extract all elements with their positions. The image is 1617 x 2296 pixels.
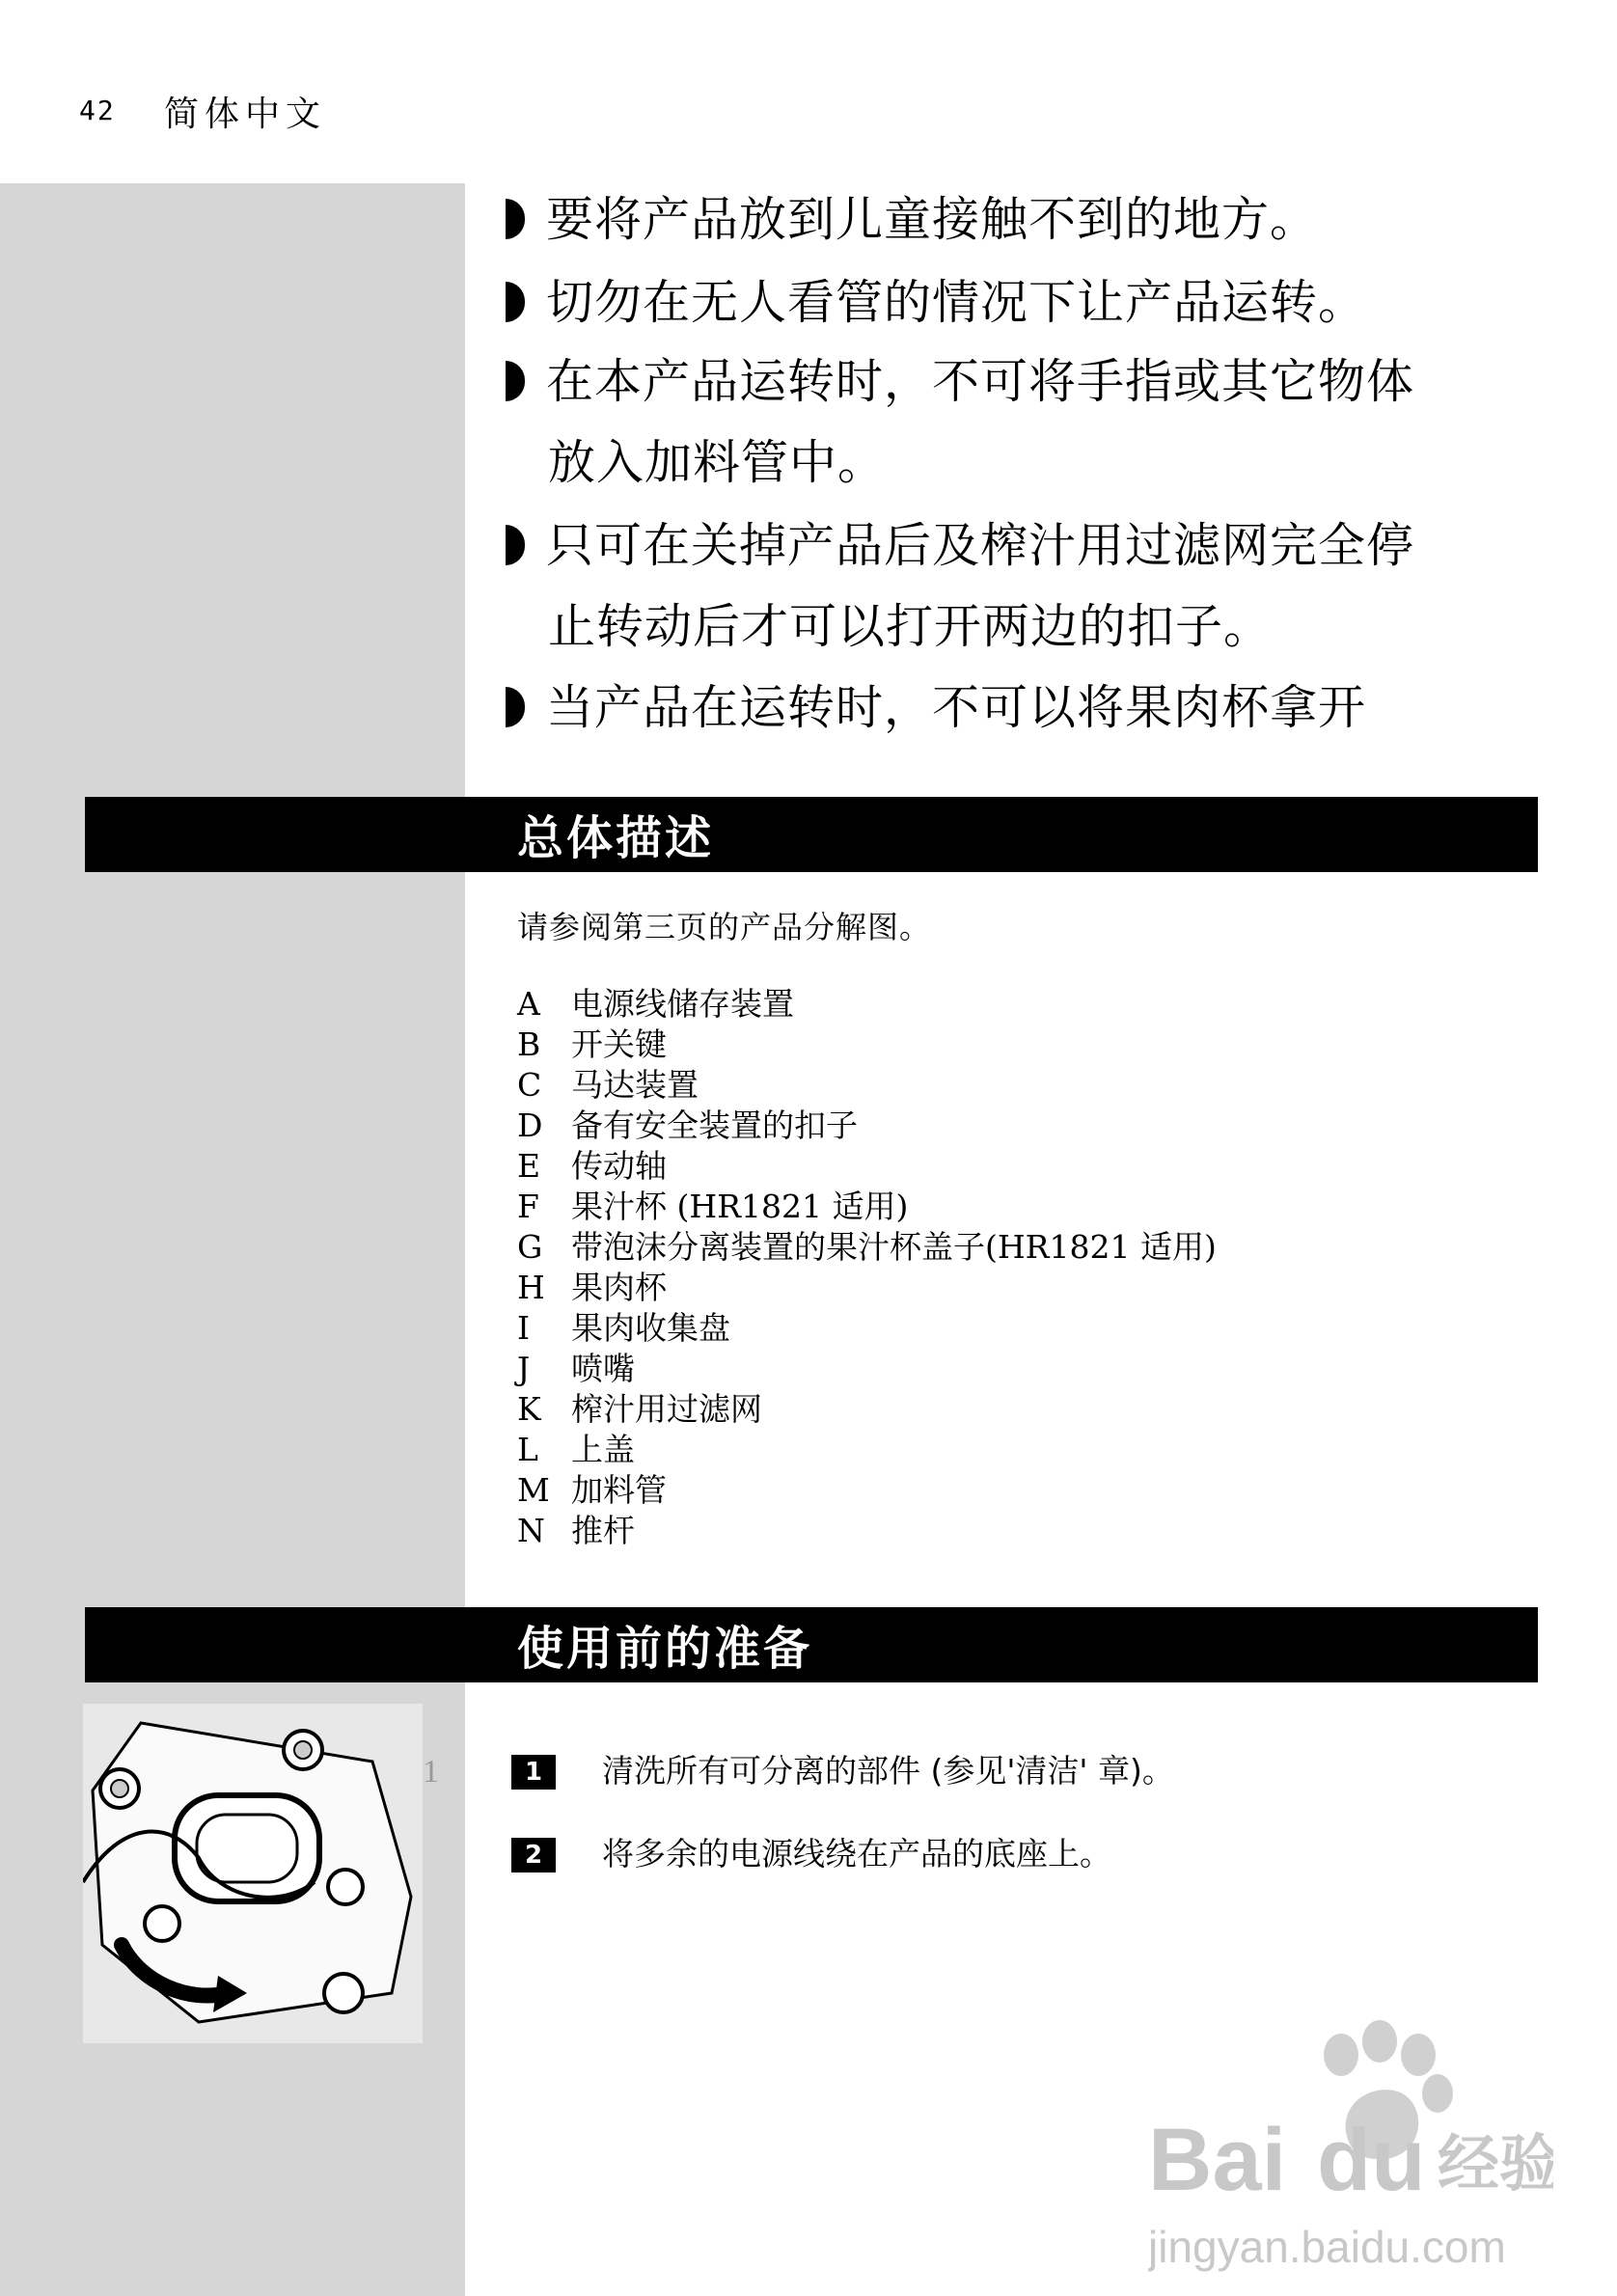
list-item: E 传动轴 [517, 1147, 667, 1185]
figure-number: 1 [423, 1754, 439, 1790]
appliance-base-illustration [83, 1704, 423, 2043]
section-heading-bar [85, 797, 1538, 870]
list-item: N 推杆 [517, 1512, 635, 1549]
svg-text:经验: 经验 [1438, 2129, 1553, 2199]
svg-text:jingyan.baidu.com: jingyan.baidu.com [1148, 2222, 1506, 2272]
list-item: C 马达装置 [517, 1066, 699, 1104]
language-header: 简体中文 [164, 95, 327, 134]
step-item: 1 清洗所有可分离的部件 (参见'清洁' 章)。 [511, 1746, 1174, 1791]
warning-item: 切勿在无人看管的情况下让产品运转。 [506, 262, 1366, 343]
half-circle-bullet-icon [506, 687, 525, 727]
half-circle-bullet-icon [506, 199, 525, 239]
list-item: I 果肉收集盘 [517, 1309, 730, 1347]
warning-item: 只可在关掉产品后及榨汁用过滤网完全停 止转动后才可以打开两边的扣子。 [506, 506, 1414, 668]
list-item: G 带泡沫分离装置的果汁杯盖子(HR1821 适用) [517, 1228, 1217, 1266]
list-item: J 喷嘴 [517, 1350, 635, 1387]
svg-text:du: du [1317, 2111, 1426, 2209]
step-number: 2 [511, 1838, 556, 1872]
divider [85, 1681, 1538, 1682]
cord-winding-icon [83, 1704, 423, 2043]
half-circle-bullet-icon [506, 525, 525, 565]
baidu-watermark [1148, 1987, 1553, 2277]
section-heading-bar [85, 1607, 1538, 1681]
step-item: 2 将多余的电源线绕在产品的底座上。 [511, 1829, 1111, 1874]
list-item: D 备有安全装置的扣子 [517, 1107, 858, 1144]
list-item: K 榨汁用过滤网 [517, 1390, 762, 1428]
list-item: L 上盖 [517, 1431, 635, 1468]
step-number: 1 [511, 1755, 556, 1790]
half-circle-bullet-icon [506, 282, 525, 322]
warning-item: 在本产品运转时，不可将手指或其它物体 放入加料管中。 [506, 342, 1414, 504]
parts-list [517, 984, 1217, 1551]
section-title: 总体描述 [517, 811, 715, 865]
list-item: M 加料管 [517, 1471, 667, 1509]
warning-item: 当产品在运转时，不可以将果肉杯拿开 [506, 668, 1366, 749]
list-item: H 果肉杯 [517, 1269, 667, 1306]
divider [85, 870, 1538, 872]
list-item: F 果汁杯 (HR1821 适用) [517, 1188, 909, 1225]
warning-item: 要将产品放到儿童接触不到的地方。 [506, 179, 1318, 260]
paw-logo-icon [1148, 1987, 1553, 2277]
svg-text:Bai: Bai [1148, 2111, 1287, 2209]
section-title: 使用前的准备 [517, 1622, 813, 1676]
list-item: A 电源线储存装置 [517, 985, 794, 1023]
page-number: 42 [79, 95, 116, 126]
intro-text: 请参阅第三页的产品分解图。 [517, 909, 932, 945]
list-item: B 开关键 [517, 1025, 667, 1063]
half-circle-bullet-icon [506, 361, 525, 401]
